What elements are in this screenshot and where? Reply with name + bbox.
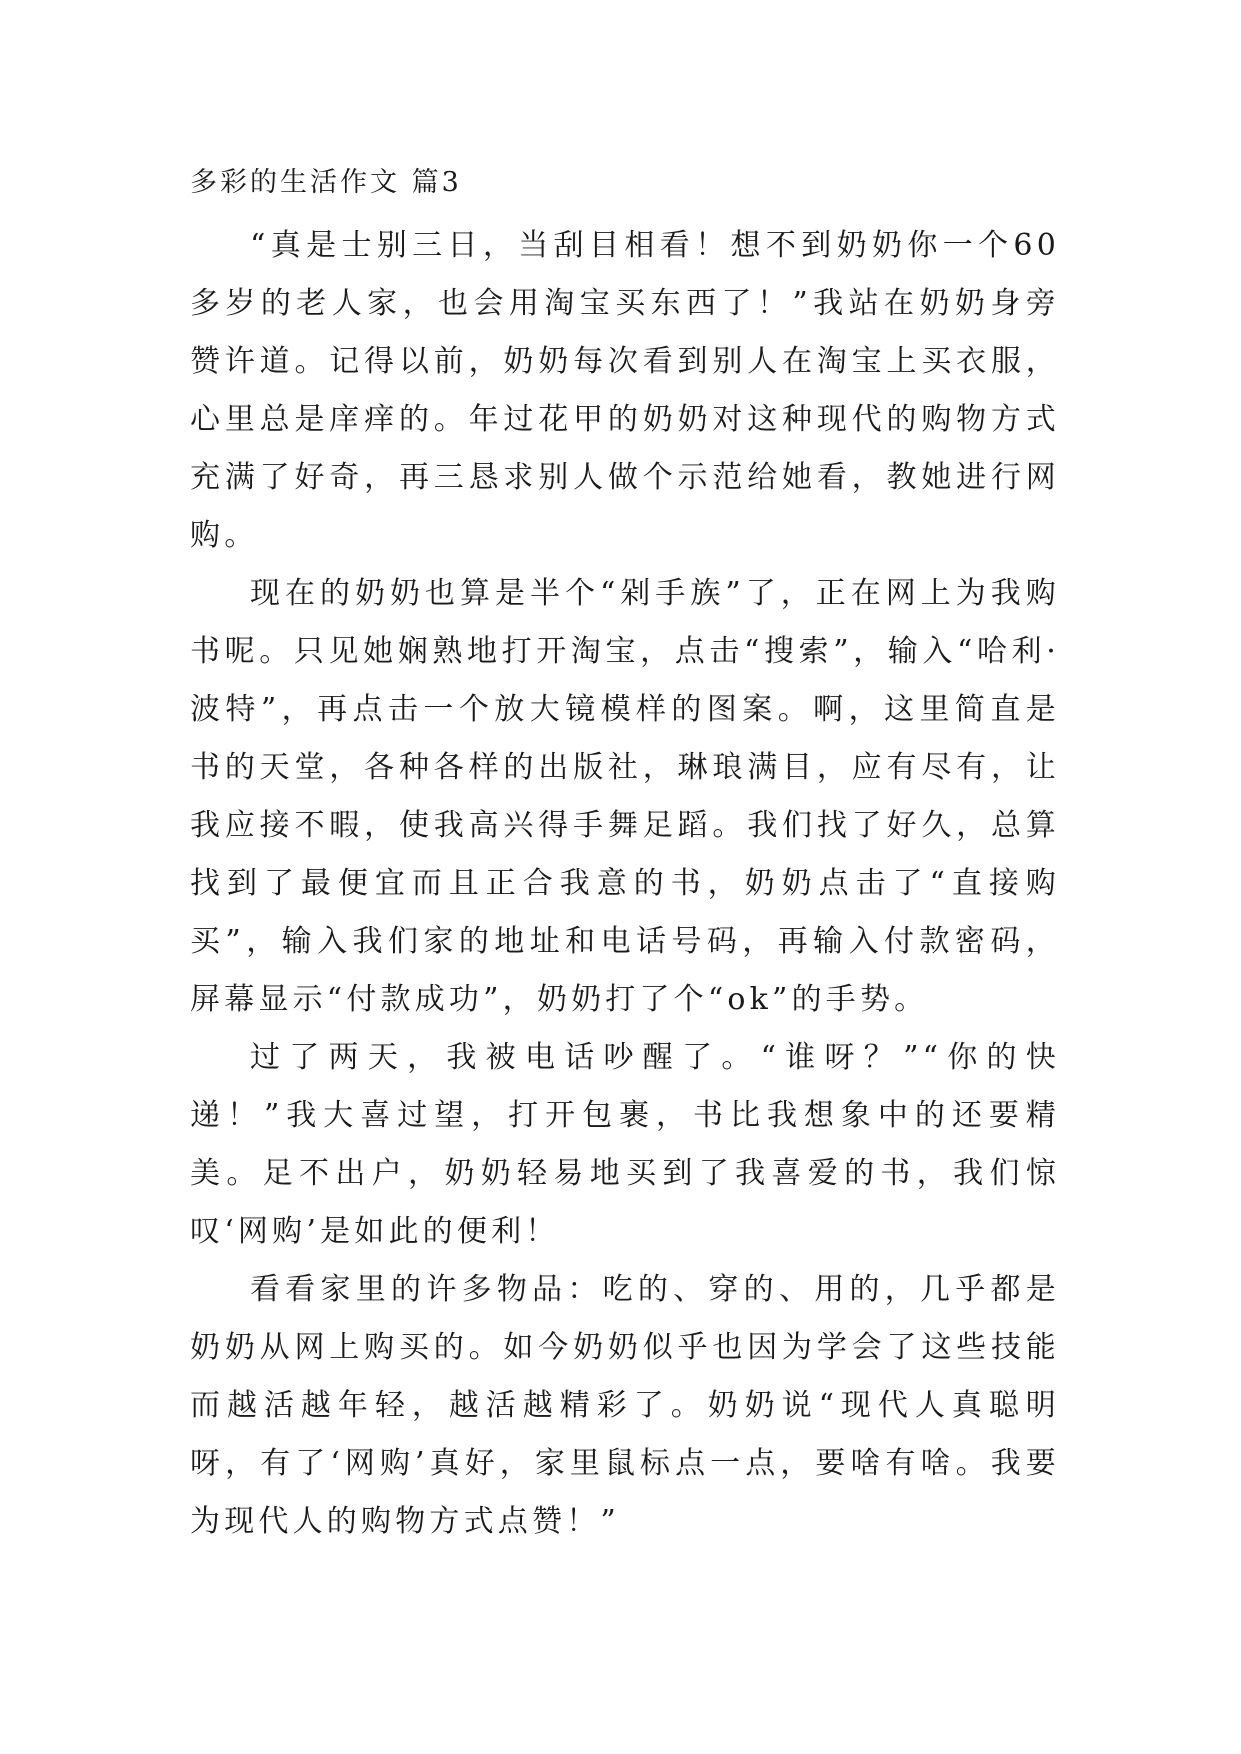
document-title: 多彩的生活作文 篇3	[190, 167, 462, 198]
paragraph-1: “真是士别三日，当刮目相看！想不到奶奶你一个60多岁的老人家，也会用淘宝买东西了！”我站在奶奶身旁赞许道。记得以前，奶奶每次看到别人在淘宝上买衣服，心里总是庠痒的。年过花甲的奶奶对这种现代的购物方式充满了好奇，再三恳求别人做个示范给她看，教她进行网购。	[190, 228, 1060, 553]
document-page	[190, 163, 1060, 1551]
paragraph-3: 过了两天，我被电话吵醒了。“谁呀？”“你的快递！”我大喜过望，打开包裹，书比我想象中的还要精美。足不出户，奶奶轻易地买到了我喜爱的书，我们惊叹‘网购’是如此的便利！	[190, 1040, 1060, 1249]
paragraph-2: 现在的奶奶也算是半个“剁手族”了，正在网上为我购书呢。只见她娴熟地打开淘宝，点击“搜索”，输入“哈利·波特”，再点击一个放大镜模样的图案。啊，这里简直是书的天堂，各种各样的出版社，琳琅满目，应有尽有，让我应接不暇，使我高兴得手舞足蹈。我们找了好久，总算找到了最便宜而且正合我意的书，奶奶点击了“直接购买”，输入我们家的地址和电话号码，再输入付款密码，屏幕显示“付款成功”，奶奶打了个“ok”的手势。	[190, 576, 1060, 1017]
paragraph-4: 看看家里的许多物品：吃的、穿的、用的，几乎都是奶奶从网上购买的。如今奶奶似乎也因为学会了这些技能而越活越年轻，越活越精彩了。奶奶说“现代人真聪明呀，有了‘网购’真好，家里鼠标点一点，要啥有啥。我要为现代人的购物方式点赞！”	[190, 1272, 1060, 1539]
